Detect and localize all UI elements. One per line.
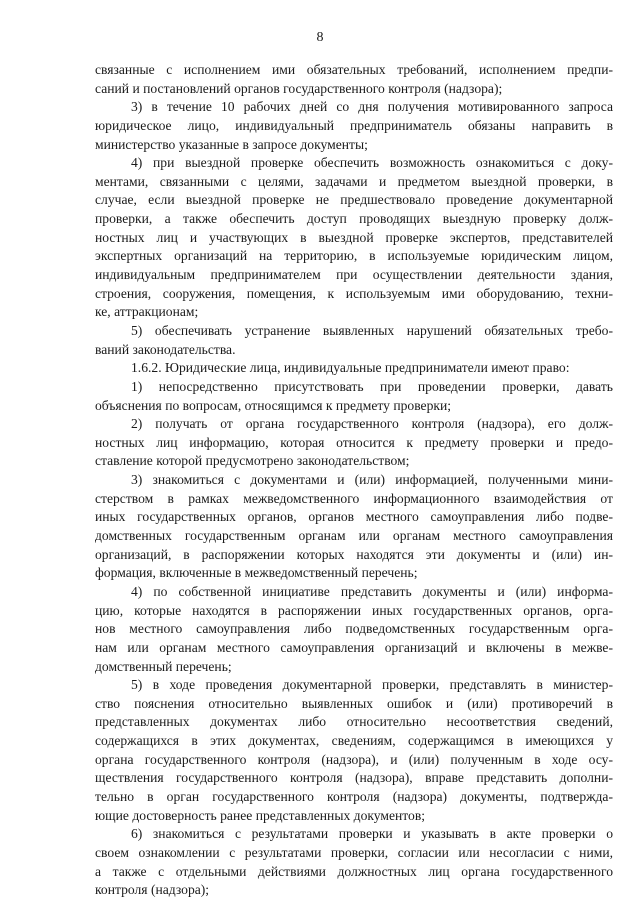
page-number: 8 [316, 30, 324, 45]
text-line: домственный перечень; [95, 658, 232, 674]
text-line: ностных лиц и участвующих в выездной проверке экспертов, представителей [95, 229, 613, 245]
text-line: тельно в орган государственного контроля (надзора) документы, подтвержда- [95, 788, 613, 804]
text-line: организаций, в распоряжении которых находятся эти документы и (или) ин- [95, 546, 613, 562]
document-body [95, 61, 613, 900]
text-line: 2) получать от органа государственного контроля (надзора), его долж- [131, 416, 613, 432]
text-line: формация, включенные в межведомственный перечень; [95, 565, 418, 581]
text-line: ществления государственного контроля (надзора), вправе представить дополни- [95, 770, 613, 786]
text-line: объяснения по вопросам, относящимся к предмету проверки; [95, 397, 452, 413]
text-line: саний и постановлений органов государственного контроля (надзора); [95, 80, 503, 96]
text-line: контроля (надзора); [95, 882, 210, 898]
text-line: ставление которой предусмотрено законодательством; [95, 453, 410, 469]
text-line: представленных документах либо относительно несоответствия сведений, [95, 714, 613, 730]
text-line: домственных государственным органам или органам местного самоуправления [95, 528, 613, 544]
text-line: юридическое лицо, индивидуальный предприниматель обязаны направить в [95, 117, 613, 133]
text-line: 4) при выездной проверке обеспечить возможность ознакомиться с доку- [131, 155, 613, 171]
text-line: 1.6.2. Юридические лица, индивидуальные предприниматели имеют право: [131, 360, 570, 376]
text-line: случае, если выездной проверке не предшествовало проведение документарной [95, 192, 613, 208]
text-line: 3) знакомиться с документами и (или) информацией, полученными мини- [131, 472, 613, 488]
text-line: 5) обеспечивать устранение выявленных нарушений обязательных требо- [131, 322, 613, 338]
text-line: ке, аттракционам; [95, 304, 199, 320]
text-line: стерством в рамках межведомственного информационного взаимодействия от [95, 490, 613, 506]
text-line: своем ознакомлении с результатами проверки, согласии или несогласии с ними, [95, 844, 613, 860]
text-line: индивидуальным предпринимателем при осуществлении деятельности здания, [95, 267, 613, 283]
text-line: ностных лиц информацию, которая относится к предмету проверки и предо- [95, 434, 613, 450]
text-line: органа государственного контроля (надзора), и (или) полученным в ходе осу- [95, 751, 613, 767]
text-line: цию, которые находятся в распоряжении иных государственных органов, орга- [95, 602, 613, 618]
text-line: ство пояснения относительно выявленных ошибок и (или) противоречий в [95, 695, 613, 711]
text-line: 5) в ходе проведения документарной проверки, представлять в министер- [131, 677, 613, 693]
text-line: содержащихся в этих документах, сведениям, содержащимся в имеющихся у [95, 733, 613, 749]
text-line: а также с отдельными действиями должностных лиц органа государственного [95, 863, 613, 879]
text-line: 4) по собственной инициативе представить документы и (или) информа- [131, 583, 613, 599]
text-line: ментами, связанными с целями, задачами и предметом выездной проверки, в [95, 173, 613, 189]
text-line: 1) непосредственно присутствовать при проведении проверки, давать [131, 378, 613, 394]
text-line: экспертных организаций на территорию, в используемые юридическим лицом, [95, 248, 613, 264]
text-line: проверки, а также обеспечить доступ проводящих выездную проверку долж- [95, 211, 613, 227]
text-line: министерство указанные в запросе документы; [95, 136, 368, 152]
text-line: нам или органам местного самоуправления организаций и включены в межве- [95, 639, 613, 655]
text-line: 3) в течение 10 рабочих дней со дня получения мотивированного запроса [131, 99, 613, 115]
text-line: 6) знакомиться с результатами проверки и указывать в акте проверки о [131, 826, 613, 842]
text-line: нов местного самоуправления либо подведомственных государственным орга- [95, 621, 613, 637]
text-line: ющие достоверность ранее представленных документов; [95, 807, 426, 823]
text-line: связанные с исполнением ими обязательных требований, исполнением предпи- [95, 62, 613, 77]
text-line: строения, сооружения, помещения, к используемым ими оборудованию, техни- [95, 285, 613, 301]
text-line: ваний законодательства. [95, 341, 236, 357]
text-line: иных государственных органов, органов местного самоуправления либо подве- [95, 509, 613, 525]
